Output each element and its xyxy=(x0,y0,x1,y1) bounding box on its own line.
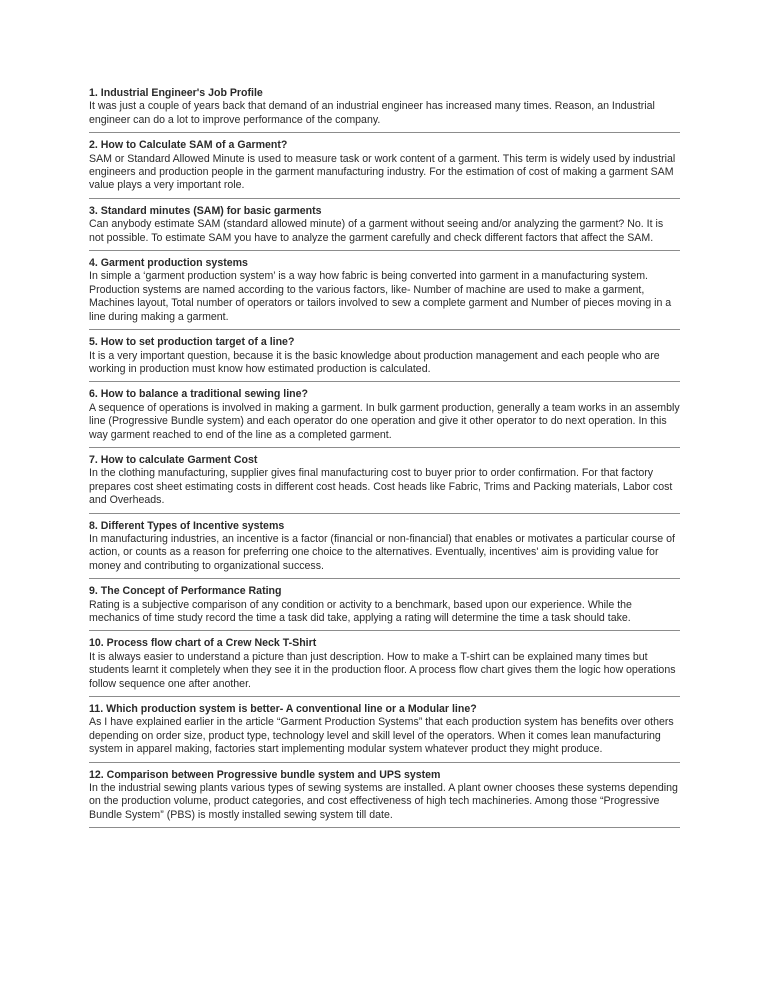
article-section-1 xyxy=(89,87,680,133)
article-title: 1. Industrial Engineer's Job Profile xyxy=(89,87,263,99)
article-section-8 xyxy=(89,520,680,580)
article-title: 10. Process flow chart of a Crew Neck T-Shirt xyxy=(89,637,317,650)
article-summary: In the industrial sewing plants various types of sewing systems are installed. A plant owner chooses these systems depending on the production volume, product categories, and cost effectiveness of high tech machineries. Among those “Progressive Bundle System” (PBS) is mostly installed sewing system till date. xyxy=(89,782,678,821)
article-summary: In the clothing manufacturing, supplier gives final manufacturing cost to buyer prior to order confirmation. For that factory prepares cost sheet estimating costs in different cost heads. Cost heads like Fabric, Trims and Packing materials, Labor cost and Overheads. xyxy=(89,467,673,507)
section-divider xyxy=(89,827,680,828)
article-title: 7. How to calculate Garment Cost xyxy=(89,453,258,466)
section-divider xyxy=(89,132,680,133)
article-summary: SAM or Standard Allowed Minute is used to measure task or work content of a garment. This term is widely used by industrial engineers and production people in the garment manufacturing industry. For the estimation of cost of making a garment SAM value plays a very important role. xyxy=(89,152,676,192)
article-summary: It is a very important question, because it is the basic knowledge about production management and each people who are working in production must know how estimated production is calculated. xyxy=(89,349,660,375)
section-divider xyxy=(89,762,680,763)
article-summary: It is always easier to understand a picture than just description. How to make a T-shirt can be explained many times but students learnt it completely when they see it in the production floor. A process flow chart gives them the logic how operations follow sequence one after another. xyxy=(89,650,676,690)
section-divider xyxy=(89,198,680,199)
article-list xyxy=(89,87,680,834)
article-summary: Rating is a subjective comparison of any condition or activity to a benchmark, based upon our experience. While the mechanics of time study record the time a task did take, applying a rating will determine the time a task should take. xyxy=(89,598,632,624)
section-divider xyxy=(89,329,680,330)
article-title: 11. Which production system is better- A conventional line or a Modular line? xyxy=(89,703,477,716)
article-section-7 xyxy=(89,454,680,514)
article-summary: In simple a ‘garment production system’ is a way how fabric is being converted into garment in a manufacturing system. Production systems are named according to the various factors, like- Number of machine are used to make a garment, Machines layout, Total number of operators or tailors involved to sew a complete garment and Number of pieces moving in a line during making a garment. xyxy=(89,270,672,323)
article-title: 5. How to set production target of a line? xyxy=(89,336,295,349)
article-title: 2. How to Calculate SAM of a Garment? xyxy=(89,139,288,152)
section-divider xyxy=(89,381,680,382)
article-title: 9. The Concept of Performance Rating xyxy=(89,585,282,598)
article-summary: As I have explained earlier in the article “Garment Production Systems” that each production system has benefits over others depending on order size, product type, technology level and skill level of the operators. When it comes lean manufacturing system in apparel making, factories start implementing modular system whatever product they might produce. xyxy=(89,716,674,756)
article-section-5 xyxy=(89,336,680,382)
article-title: 12. Comparison between Progressive bundle system and UPS system xyxy=(89,768,441,781)
article-section-4 xyxy=(89,257,680,330)
article-title: 8. Different Types of Incentive systems xyxy=(89,519,285,532)
section-divider xyxy=(89,630,680,631)
article-section-6 xyxy=(89,388,680,448)
article-title: 3. Standard minutes (SAM) for basic garments xyxy=(89,204,322,217)
section-divider xyxy=(89,578,680,579)
section-divider xyxy=(89,447,680,448)
article-summary: A sequence of operations is involved in making a garment. In bulk garment production, generally a team works in an assembly line (Progressive Bundle system) and each operator do one operation and give it other operator to do next operation. In this way garment reached to end of the line as a completed garment. xyxy=(89,401,680,441)
section-divider xyxy=(89,513,680,514)
article-section-10 xyxy=(89,637,680,697)
section-divider xyxy=(89,696,680,697)
article-summary: Can anybody estimate SAM (standard allowed minute) of a garment without seeing and/or analyzing the garment? No. It is not possible. To estimate SAM you have to analyze the garment carefully and check different factors that affect the SAM. xyxy=(89,218,664,244)
article-section-2 xyxy=(89,139,680,199)
article-section-3 xyxy=(89,205,680,251)
section-divider xyxy=(89,250,680,251)
article-section-9 xyxy=(89,585,680,631)
article-title: 4. Garment production systems xyxy=(89,257,248,270)
article-section-11 xyxy=(89,703,680,763)
article-title: 6. How to balance a traditional sewing line? xyxy=(89,388,308,401)
article-section-12 xyxy=(89,769,680,829)
article-summary: In manufacturing industries, an incentive is a factor (financial or non-financial) that enables or motivates a particular course of action, or counts as a reason for preferring one choice to the alternatives. Eventually, incentives' aim is providing value for money and contributing to organizational success. xyxy=(89,532,675,572)
article-summary: It was just a couple of years back that demand of an industrial engineer has increased many times. Reason, an Industrial engineer can do a lot to improve performance of the company. xyxy=(89,100,655,126)
